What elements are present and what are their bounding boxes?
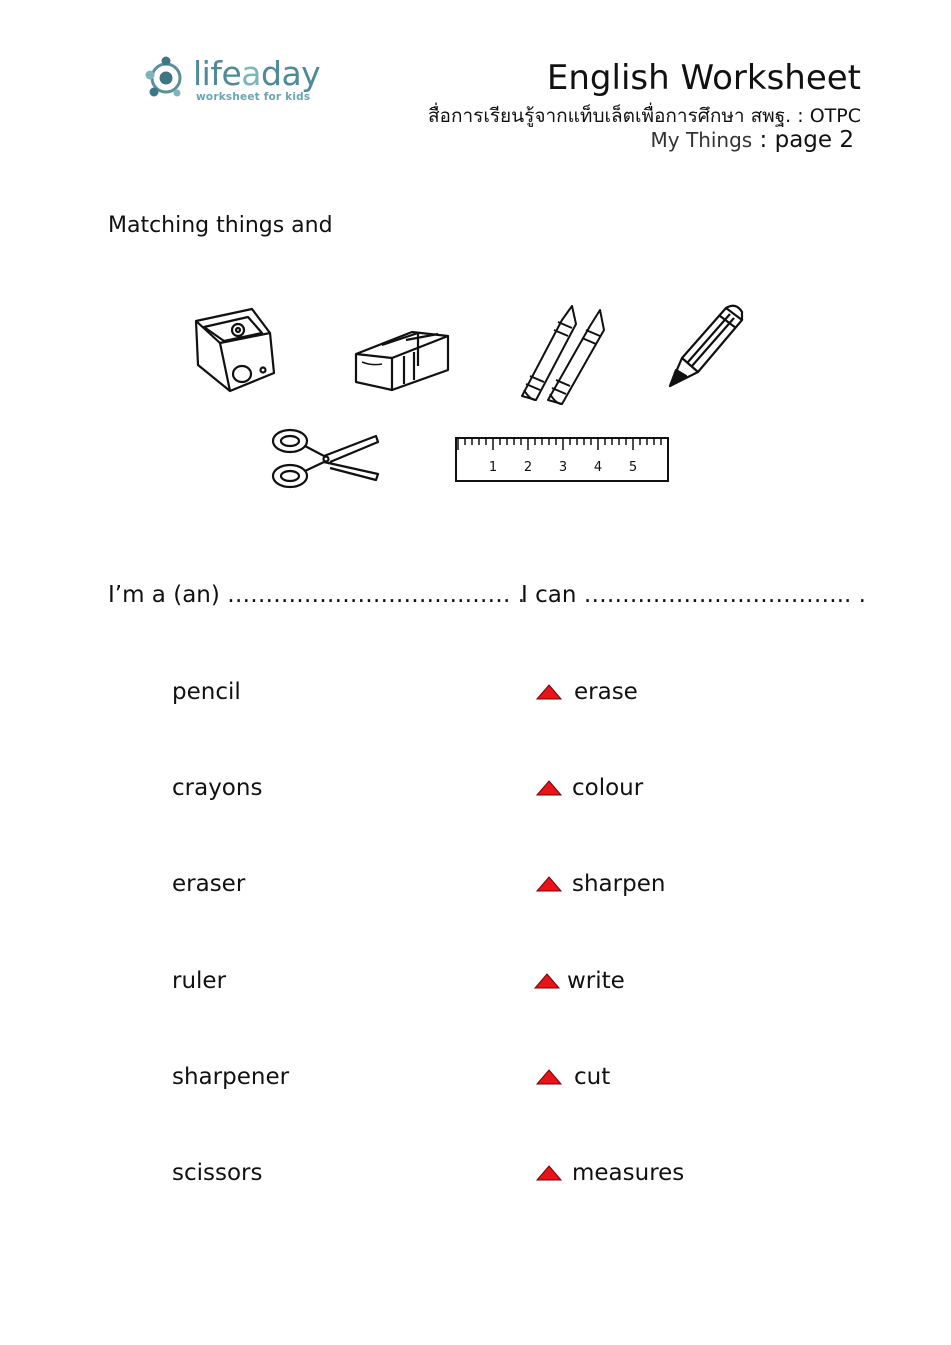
page-subtitle: สื่อการเรียนรู้จากแท็บเล็ตเพื่อการศึกษา สพฐ. : OTPC — [427, 105, 861, 127]
action-word: measures — [572, 1160, 685, 1186]
pencil-icon — [664, 300, 748, 390]
red-triangle-icon — [536, 876, 562, 892]
red-triangle-icon — [536, 1069, 562, 1085]
eraser-icon — [352, 318, 452, 394]
ruler-number: 1 — [488, 460, 498, 475]
page-title: English Worksheet — [546, 58, 861, 98]
action-word: cut — [574, 1064, 611, 1090]
thing-word: eraser — [172, 871, 246, 897]
logo-tagline: worksheet for kids — [196, 91, 311, 103]
action-item — [536, 1064, 610, 1090]
thing-word: crayons — [172, 775, 263, 801]
thing-word: sharpener — [172, 1064, 290, 1090]
crayons-icon — [514, 300, 624, 408]
ruler-number: 4 — [593, 460, 603, 475]
logo-wordmark: lifeaday — [193, 54, 321, 93]
thing-word: pencil — [172, 679, 241, 705]
red-triangle-icon — [536, 780, 562, 796]
action-word: sharpen — [572, 871, 666, 897]
action-word: write — [567, 968, 625, 994]
red-triangle-icon — [536, 684, 562, 700]
action-item — [536, 775, 643, 801]
action-word: colour — [572, 775, 644, 801]
ruler-number: 5 — [628, 460, 638, 475]
thing-word: ruler — [172, 968, 227, 994]
ruler-number: 2 — [523, 460, 533, 475]
ruler-number: 3 — [558, 460, 568, 475]
action-item — [534, 968, 625, 994]
scissors-icon — [268, 424, 384, 494]
logo-icon — [143, 55, 189, 101]
instruction-text: Matching things and — [108, 213, 333, 238]
action-item — [536, 871, 665, 897]
sentence-frame-right: I can …………………………….. . — [521, 582, 866, 608]
action-word: erase — [574, 679, 638, 705]
sentence-frame-left: I’m a (an) ………………………….…… . — [108, 582, 526, 608]
page-number-line — [651, 127, 854, 153]
action-item — [536, 679, 638, 705]
ruler-icon — [454, 436, 670, 484]
red-triangle-icon — [534, 973, 560, 989]
red-triangle-icon — [536, 1165, 562, 1181]
topic-label: My Things — [650, 128, 753, 152]
action-item — [536, 1160, 684, 1186]
page-number: : page 2 — [752, 127, 854, 153]
thing-word: scissors — [172, 1160, 263, 1186]
sharpener-icon — [190, 303, 280, 395]
